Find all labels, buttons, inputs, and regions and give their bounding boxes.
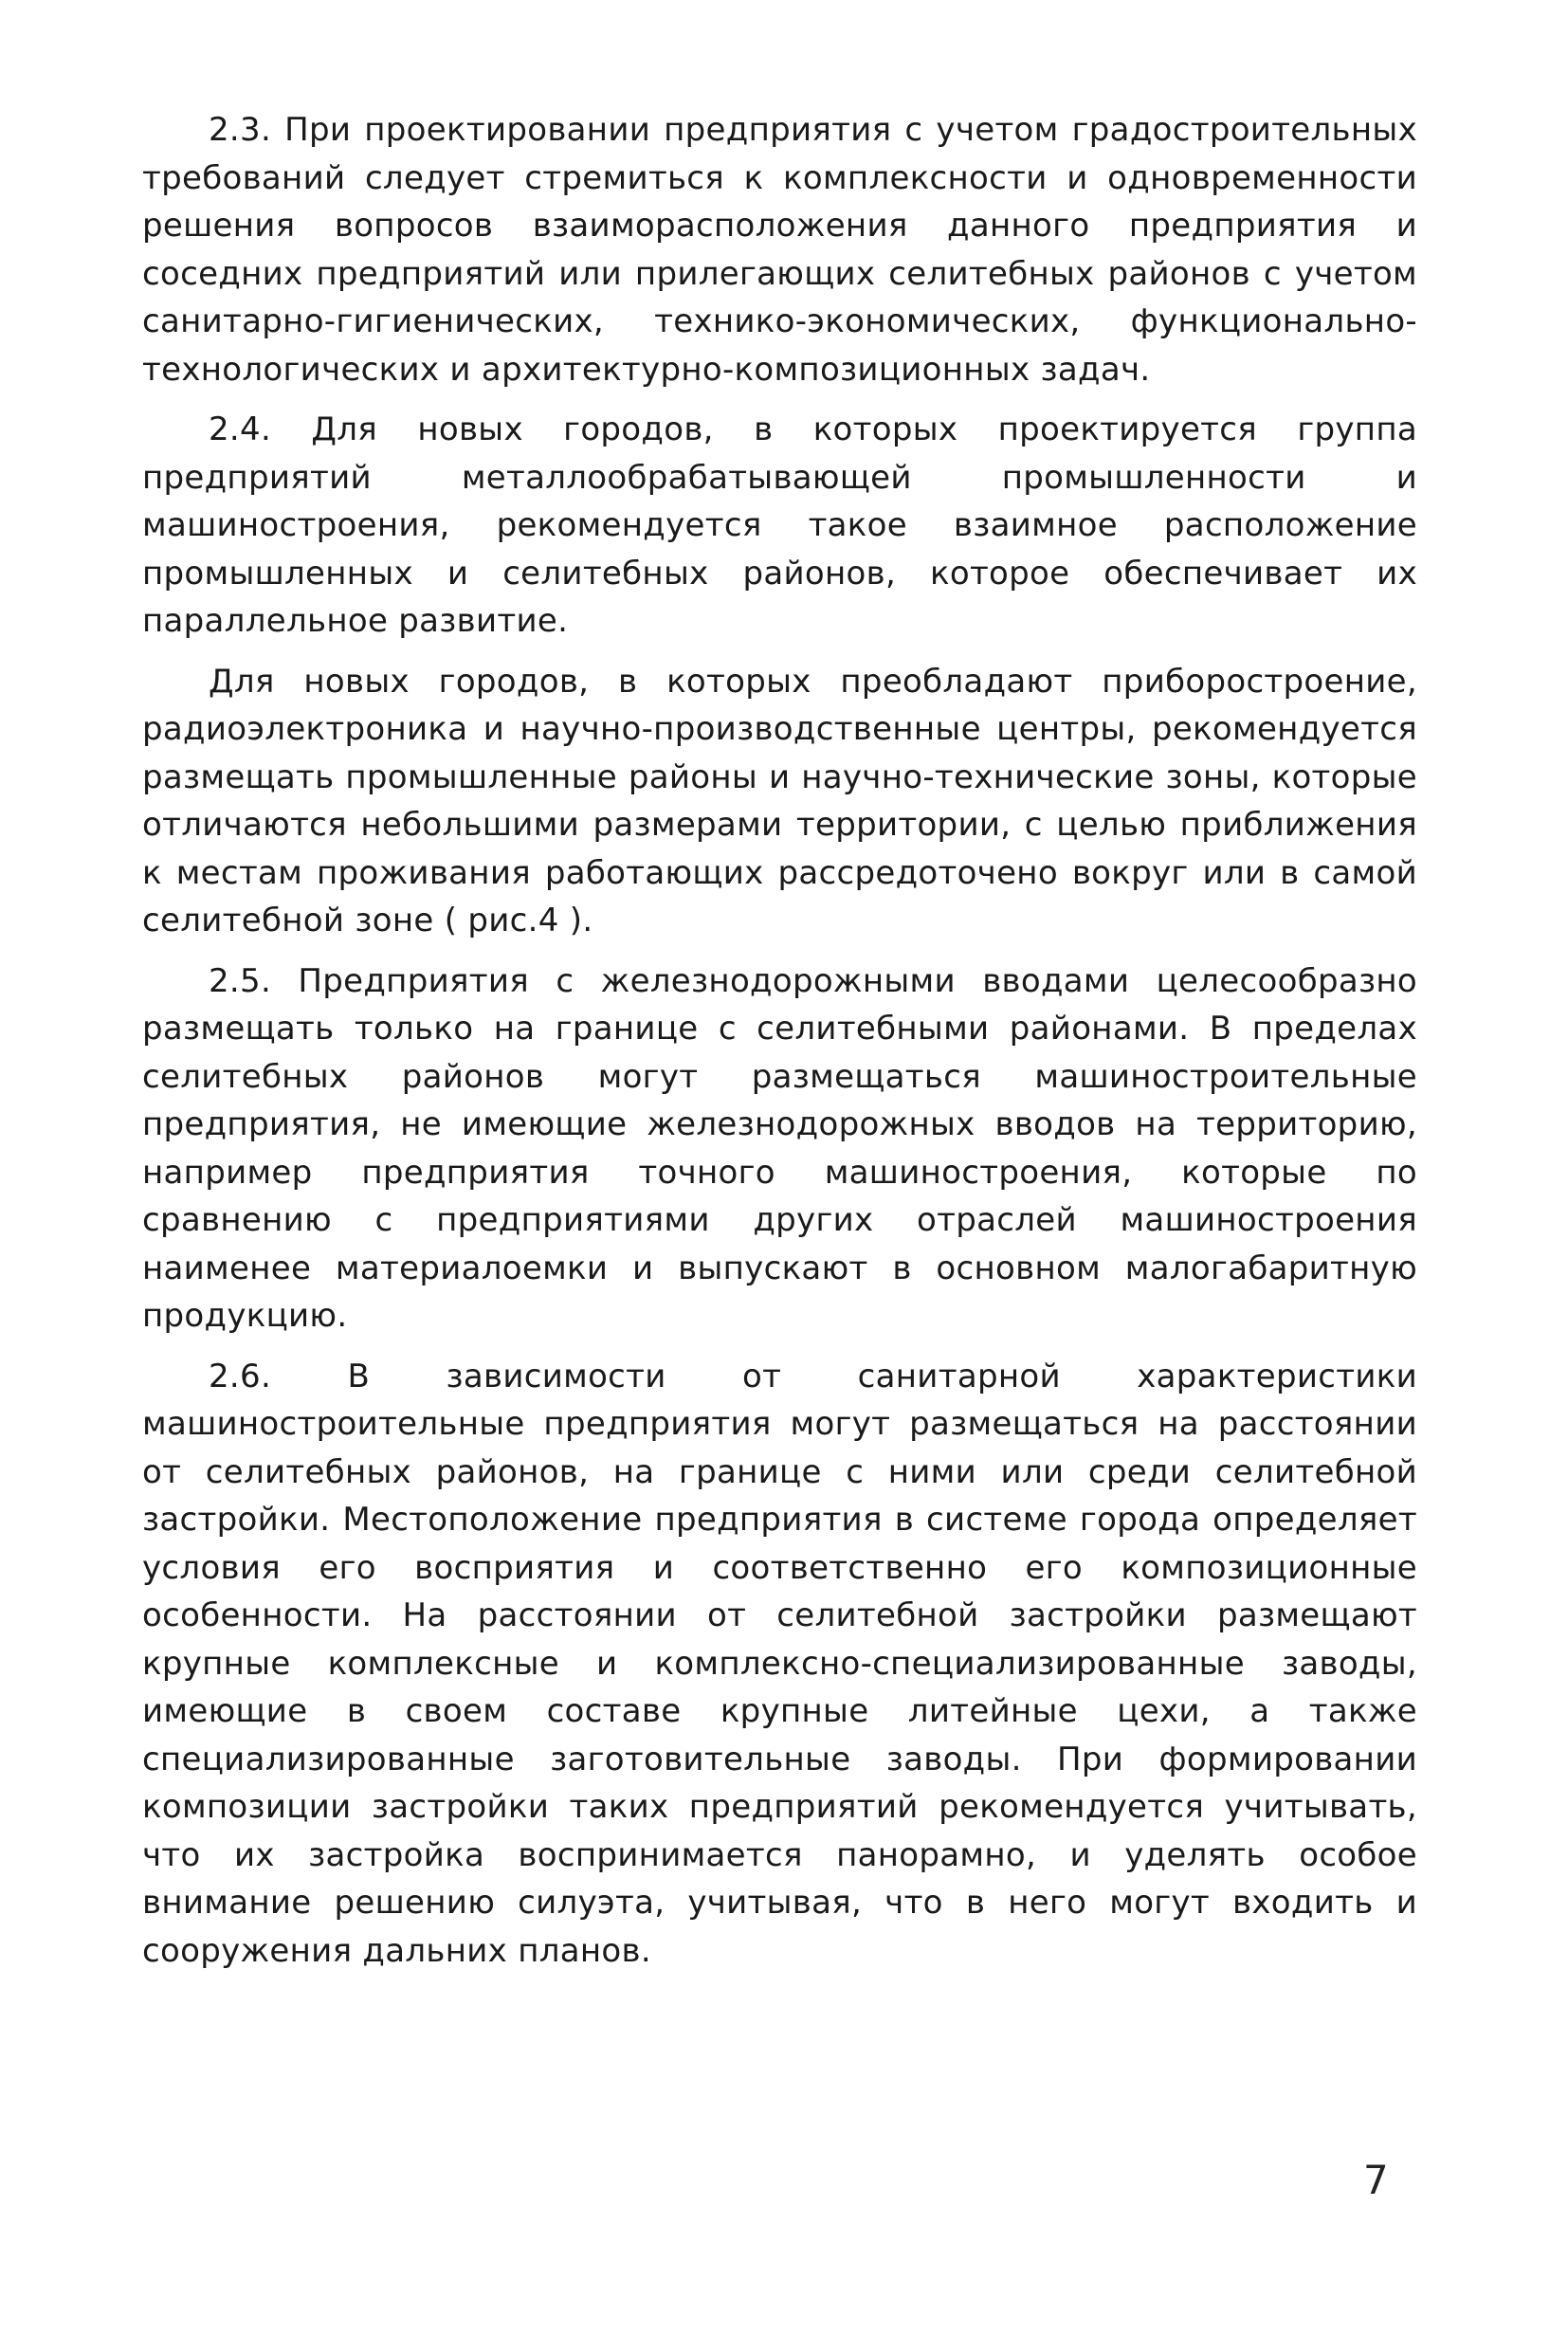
paragraph-2-6: 2.6. В зависимости от санитарной характеристики машиностроительные предприятия могут размещаться на расстоянии от селитебных районов, на границе с ними или среди селитебной застройки. Местоположение предприятия в системе города определяет условия его восприятия и соответственно его композиционные особенности. На расстоянии от селитебной застройки размещают крупные комплексные и комплексно-специализированные заводы, имеющие в своем составе крупные литейные цехи, а также специализированные заготовительные заводы. При формировании композиции застройки таких предприятий рекомендуется учитывать, что их застройка воспринимается панорамно, и уделять особое внимание решению силуэта, учитывая, что в него могут входить и сооружения дальних планов. <box>142 1357 1417 1970</box>
paragraph-2-4: 2.4. Для новых городов, в которых проектируется группа предприятий металлообрабатывающей промышленности и машиностроения, рекомендуется такое взаимное расположение промышленных и селитебных районов, которое обеспечивает их параллельное развитие. <box>142 410 1417 640</box>
document-page <box>142 106 1417 1987</box>
paragraph-2-5: 2.5. Предприятия с железнодорожными вводами целесообразно размещать только на границе с селитебными районами. В пределах селитебных районов могут размещаться машиностроительные предприятия, не имеющие железнодорожных вводов на территорию, например предприятия точного машиностроения, которые по сравнению с предприятиями других отраслей машиностроения наименее материалоемки и выпускают в основном малогабаритную продукцию. <box>142 961 1417 1335</box>
page-number: 7 <box>1363 2157 1389 2203</box>
paragraph-new-cities: Для новых городов, в которых преобладают приборостроение, радиоэлектроника и научно-производственные центры, рекомендуется размещать промышленные районы и научно-технические зоны, которые отличаются небольшими размерами территории, с целью приближения к местам проживания работающих рассредоточено вокруг или в самой селитебной зоне ( рис.4 ). <box>142 662 1417 939</box>
paragraph-2-3: 2.3. При проектировании предприятия с учетом градостроительных требований следует стремиться к комплексности и одновременности решения вопросов взаиморасположения данного предприятия и соседних предприятий или прилегающих селитебных районов с учетом санитарно-гигиенических, технико-экономических, функционально-технологических и архитектурно-композиционных задач. <box>142 111 1417 389</box>
